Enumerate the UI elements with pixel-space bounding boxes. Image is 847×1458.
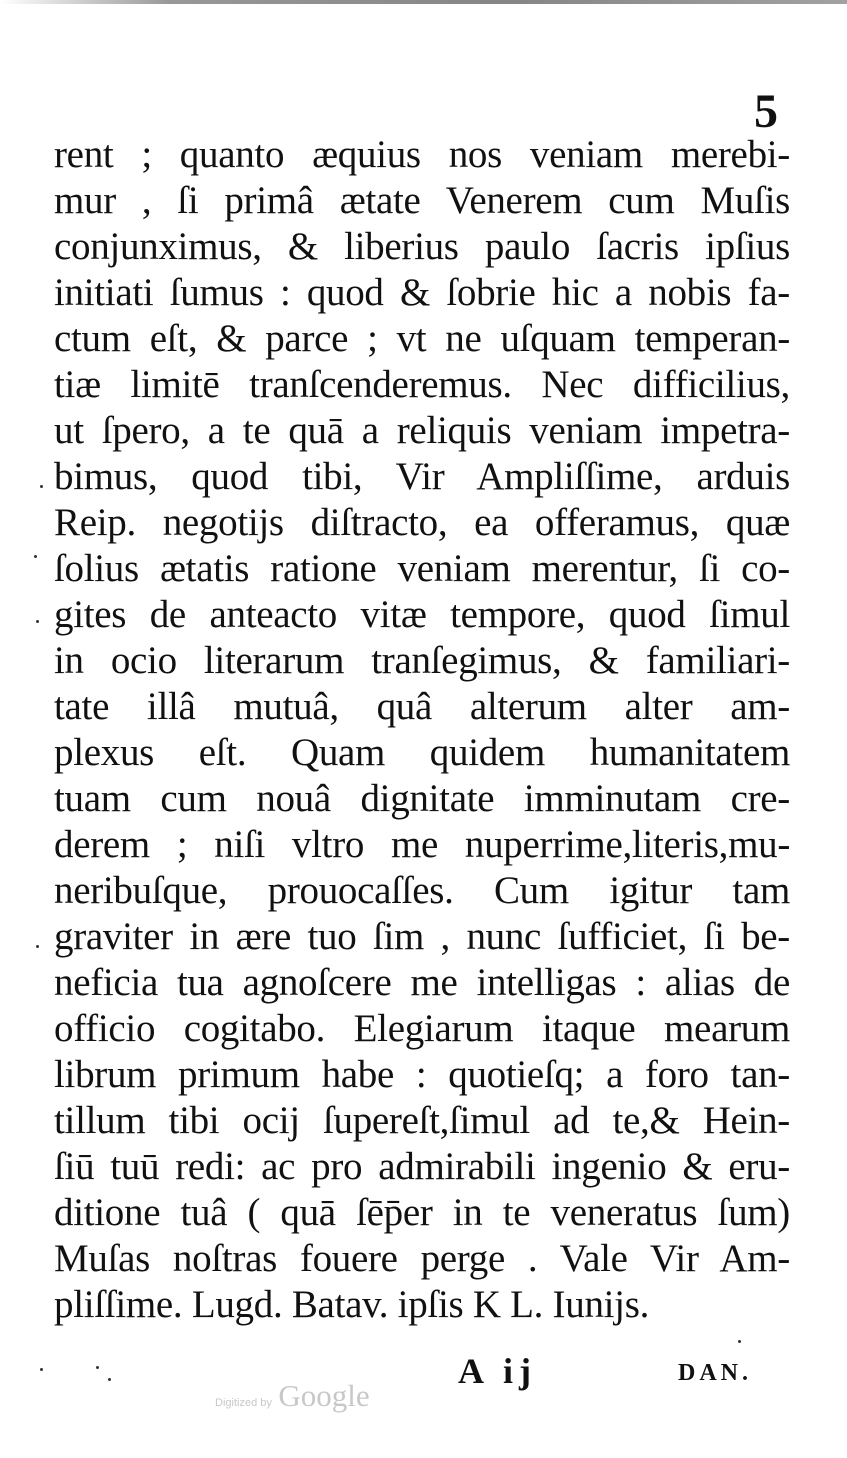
text-line: plexus eſt. Quam quidem humanitatem (54, 731, 790, 774)
text-line: in ocio literarum tranſegimus, & familiari- (54, 639, 790, 682)
text-line: ſolius ætatis ratione veniam merentur, ſi co- (54, 547, 790, 590)
text-line: officio cogitabo. Elegiarum itaque mearum (54, 1007, 790, 1050)
text-line: conjunximus, & liberius paulo ſacris ipſius (54, 225, 790, 268)
scan-speck (40, 1368, 43, 1371)
text-line: ſiū tuū redi: ac pro admirabili ingenio & eru- (54, 1145, 790, 1188)
scan-speck (34, 555, 37, 558)
digitization-watermark (215, 1378, 370, 1414)
watermark-prefix: Digitized by (215, 1397, 272, 1409)
text-line: ut ſpero, a te quā a reliquis veniam impetra- (54, 409, 790, 452)
catchword: DAN. (678, 1360, 752, 1386)
scan-speck (40, 485, 43, 488)
text-line: Muſas noſtras fouere perge . Vale Vir Am- (54, 1237, 790, 1280)
text-line: initiati ſumus : quod & ſobrie hic a nobis fa- (54, 271, 790, 314)
text-line: neficia tua agnoſcere me intelligas : alias de (54, 961, 790, 1004)
text-line: neribuſque, prouocaſſes. Cum igitur tam (54, 869, 790, 912)
text-line: ctum eſt, & parce ; vt ne uſquam temperan- (54, 317, 790, 360)
scan-speck (36, 945, 39, 948)
text-line: ditione tuâ ( quā ſēp̄er in te veneratus ſum) (54, 1191, 790, 1234)
text-line: mur , ſi primâ ætate Venerem cum Muſis (54, 179, 790, 222)
body-text (54, 132, 790, 1328)
text-line: gites de anteacto vitæ tempore, quod ſimul (54, 593, 790, 636)
text-line: derem ; niſi vltro me nuperrime,literis,mu- (54, 823, 790, 866)
text-line: librum primum habe : quotieſq; a foro tan- (54, 1053, 790, 1096)
text-line: tillum tibi ocij ſupereſt,ſimul ad te,& Hein- (54, 1099, 790, 1142)
text-line: Reip. negotijs diſtracto, ea offeramus, quæ (54, 501, 790, 544)
text-line: tiæ limitē tranſcenderemus. Nec difficilius, (54, 363, 790, 406)
watermark-brand: Google (278, 1378, 370, 1413)
scan-speck (738, 1340, 741, 1343)
text-line: bimus, quod tibi, Vir Ampliſſime, arduis (54, 455, 790, 498)
top-edge-rule (0, 0, 847, 4)
scan-speck (36, 620, 39, 623)
scan-speck (96, 1366, 99, 1369)
page-number: 5 (754, 85, 778, 138)
signature-mark: A ij (458, 1351, 538, 1391)
text-line: rent ; quanto æquius nos veniam merebi- (54, 133, 790, 176)
text-line: tuam cum nouâ dignitate imminutam cre- (54, 777, 790, 820)
text-line-last: pliſſime. Lugd. Batav. ipſis K L. Iunijs. (54, 1283, 650, 1326)
text-line: tate illâ mutuâ, quâ alterum alter am- (54, 685, 790, 728)
text-line: graviter in ære tuo ſim , nunc ſufficiet, ſi be- (54, 915, 790, 958)
scan-speck (108, 1378, 111, 1381)
